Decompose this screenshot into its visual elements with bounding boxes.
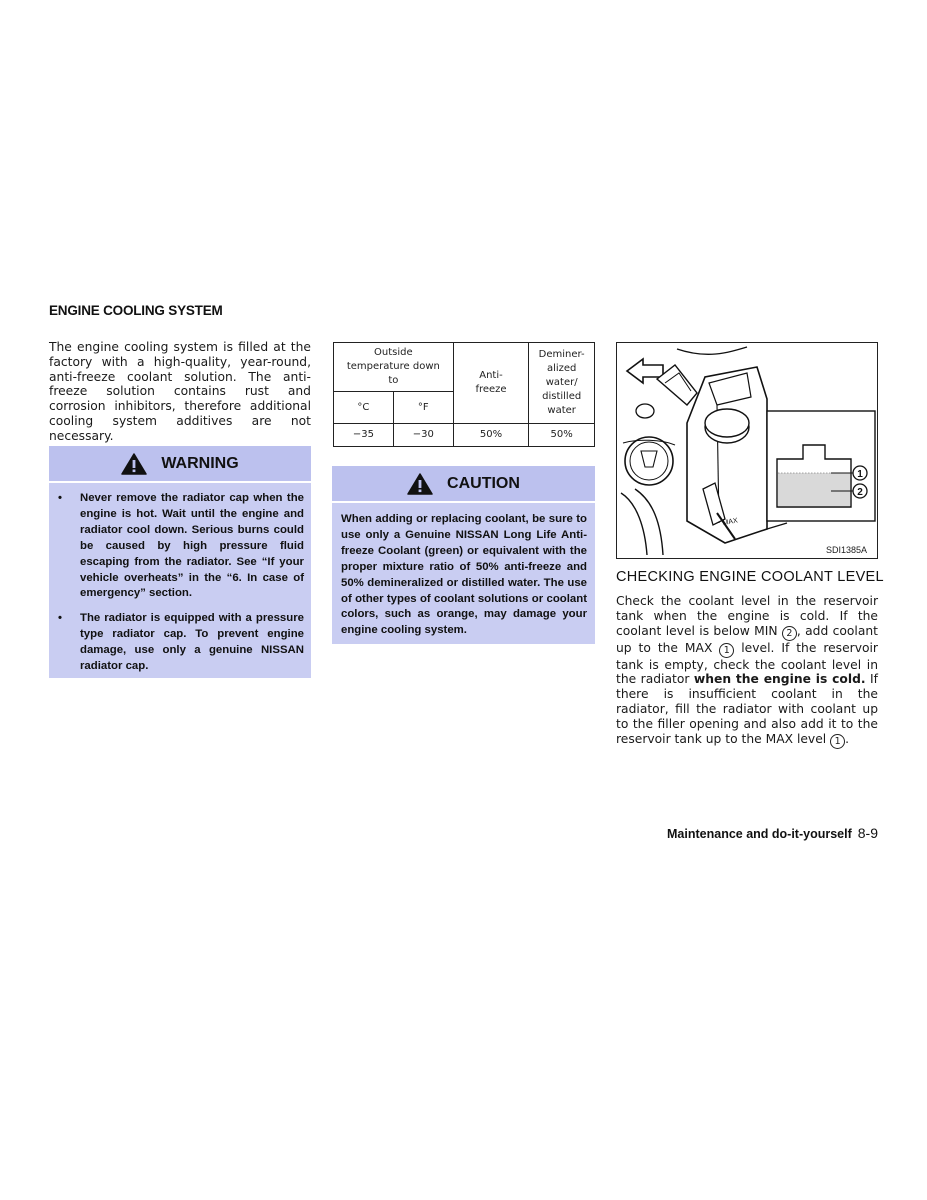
table-cell-antifreeze: 50% [453, 424, 529, 447]
caution-header [332, 466, 595, 503]
table-unit-fahrenheit: °F [393, 392, 453, 424]
warning-header [49, 446, 311, 483]
bullet: • [58, 612, 62, 625]
checking-text: , add coolant up to the MAX [616, 623, 878, 655]
page-footer [560, 825, 878, 843]
coolant-mixture-table [333, 342, 595, 447]
checking-title: CHECKING ENGINE COOLANT LEVEL [616, 569, 884, 585]
page-number: 8-9 [857, 825, 878, 841]
warning-triangle-icon [121, 453, 147, 475]
table-cell-fahrenheit: −30 [393, 424, 453, 447]
coolant-reservoir-figure [616, 342, 878, 559]
footer-title: Maintenance and do-it-yourself [667, 827, 852, 841]
figure-code: SDI1385A [826, 545, 868, 555]
tank-max-label: MAX [722, 517, 739, 527]
checking-bold-text: when the engine is cold. [693, 672, 866, 687]
intro-paragraph: The engine cooling system is filled at the factory with a high-quality, year-round, anti-freeze coolant solution. The anti-freeze solution contains rust and corrosion inhibitors, therefore additional cooling system additives are not necessary. [49, 340, 311, 443]
warning-item [58, 491, 304, 602]
callout-ref-1: 1 [830, 734, 845, 749]
warning-list [58, 491, 304, 684]
section-title: ENGINE COOLING SYSTEM [49, 303, 223, 318]
warning-item [58, 611, 304, 675]
caution-title: CAUTION [447, 474, 520, 492]
caution-triangle-icon [407, 473, 433, 495]
checking-paragraph [616, 594, 878, 749]
warning-item-text: Never remove the radiator cap when the engine is hot. Wait until the engine and radiator cool down. Serious burns could be caused by high pressure fluid escaping from the radiator. See “If your vehicle overheats” in the “6. In case of emergency” section. [80, 492, 304, 600]
table-header-water: Deminer-alized water/ distilled water [529, 343, 595, 424]
engine-bay-illustration [617, 343, 877, 558]
callout-1: 1 [857, 469, 863, 480]
caution-text: When adding or replacing coolant, be sure to use only a Genuine NISSAN Long Life Anti-freeze Coolant (green) or equivalent with the proper mixture ratio of 50% anti-freeze and 50% demineralized or distilled water. The use of other types of coolant solutions or coolant colors, such as orange, may damage your engine cooling system. [341, 513, 587, 637]
warning-item-text: The radiator is equipped with a pressure type radiator cap. To prevent engine damage, use only a genuine NISSAN radiator cap. [80, 612, 304, 673]
table-header-temperature: Outside temperature down to [334, 343, 454, 392]
table-cell-celsius: −35 [334, 424, 394, 447]
table-header-antifreeze: Anti-freeze [453, 343, 529, 424]
callout-ref-1: 1 [719, 643, 734, 658]
checking-text: If there is insufficient coolant in the radiator, fill the radiator with coolant up to the filler opening and also add it to the reservoir tank up to the MAX level [616, 672, 878, 746]
checking-text: Check the coolant level in the reservoir tank when the engine is cold. If the coolant level is below MIN [616, 594, 878, 638]
table-cell-water: 50% [529, 424, 595, 447]
callout-2: 2 [857, 487, 863, 498]
table-unit-celsius: °C [334, 392, 394, 424]
bullet: • [58, 492, 62, 504]
checking-text: . [845, 731, 850, 746]
checking-text: level. If the reservoir tank is empty, check the coolant level in the radiator [616, 640, 878, 687]
callout-ref-2: 2 [782, 626, 797, 641]
warning-title: WARNING [161, 454, 239, 472]
